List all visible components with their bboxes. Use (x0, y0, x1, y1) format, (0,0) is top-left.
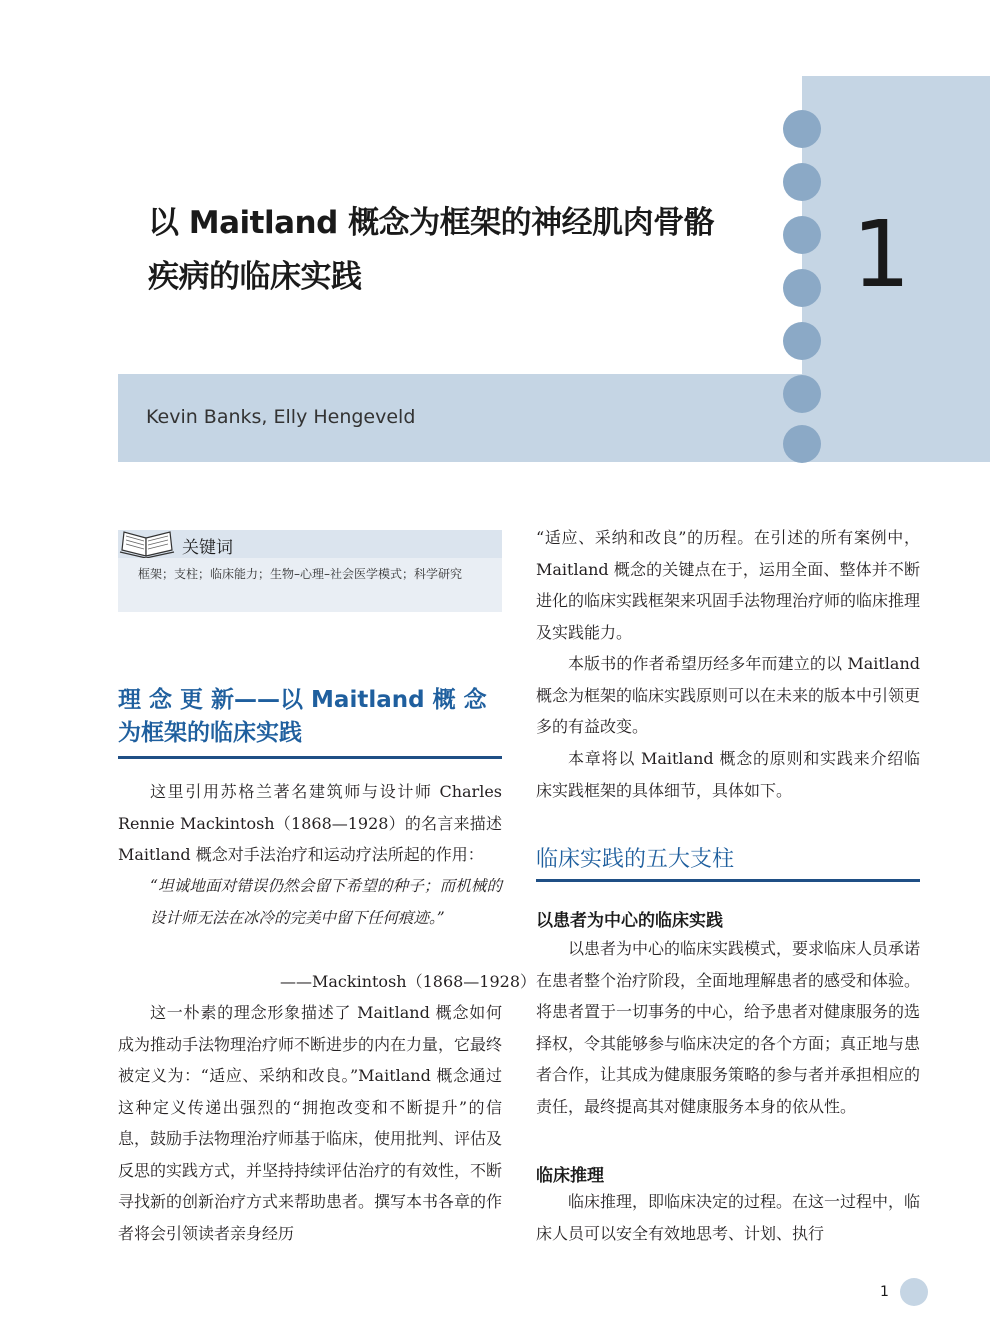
chapter-authors: Kevin Banks, Elly Hengeveld (146, 406, 416, 428)
decorative-dot (783, 163, 821, 201)
page-number-dot (900, 1278, 928, 1306)
continued-paragraph: “适应、采纳和改良”的历程。在引述的所有案例中，Maitland 概念的关键点在于，运用全面、整体并不断进化的临床实践框架来巩固手法物理治疗师的临床推理及实践能力。 (536, 528, 921, 642)
section-heading-concept-update (118, 684, 502, 750)
chapter-intro-paragraph: 本章将以 Maitland 概念的原则和实践来介绍临床实践框架的具体细节，具体如下。 (536, 749, 920, 800)
chapter-number: 1 (852, 201, 911, 308)
chapter-title-line-1: 以 Maitland 概念为框架的神经肌肉骨骼 (148, 205, 715, 241)
keywords-header (118, 530, 502, 558)
chapter-title-line-2: 疾病的临床实践 (148, 259, 362, 295)
clinical-reasoning-paragraph: 临床推理，即临床决定的过程。在这一过程中，临床人员可以安全有效地思考、计划、执行 (536, 1192, 921, 1243)
page-number: 1 (880, 1284, 889, 1300)
decorative-dot (783, 425, 821, 463)
section-heading-line-1: 理 念 更 新——以 Maitland 概 念 (118, 687, 487, 713)
keywords-box (118, 530, 502, 612)
open-book-icon (118, 528, 178, 560)
concept-paragraph: 这一朴素的理念形象描述了 Maitland 概念如何成为推动手法物理治疗师不断进步的内在力量，它最终被定义为：“适应、采纳和改良。”Maitland 概念通过这种定义传递出强烈的“拥抱改变和不断提升”的信息，鼓励手法物理治疗师基于临床，使用批判、评估及反思的实践方式，并坚持持续评估治疗的有效性，不断寻找新的创新治疗方式来帮助患者。撰写本书各章的作者将会引领读者亲身经历 (118, 1003, 503, 1243)
patient-centred-heading: 以患者为中心的临床实践 (536, 911, 723, 931)
decorative-dot (783, 110, 821, 148)
authors-hope-paragraph: 本版书的作者希望历经多年而建立的以 Maitland 概念为框架的临床实践原则可以在未来的版本中引领更多的有益改变。 (536, 654, 921, 736)
decorative-dot (783, 375, 821, 413)
keywords-body (118, 558, 502, 612)
section-heading-line-2: 为框架的临床实践 (118, 720, 302, 746)
five-pillars-rule (536, 879, 920, 882)
heading-rule (118, 756, 502, 759)
decorative-dot (783, 216, 821, 254)
patient-centred-paragraph: 以患者为中心的临床实践模式，要求临床人员承诺在患者整个治疗阶段，全面地理解患者的感受和体验。将患者置于一切事务的中心，给予患者对健康服务的选择权，令其能够参与临床决定的各个方面；真正地与患者合作，让其成为健康服务策略的参与者并承担相应的责任，最终提高其对健康服务本身的依从性。 (536, 939, 921, 1116)
keywords-text: 框架；支柱；临床能力；生物–心理–社会医学模式；科学研究 (138, 567, 463, 581)
keywords-heading: 关键词 (182, 538, 233, 558)
decorative-dot (783, 269, 821, 307)
intro-paragraph: 这里引用苏格兰著名建筑师与设计师 Charles Rennie Mackintosh（1868—1928）的名言来描述 Maitland 概念对手法治疗和运动疗法所起的作用： (118, 782, 502, 864)
mackintosh-quote: “坦诚地面对错误仍然会留下希望的种子；而机械的设计师无法在冰冷的完美中留下任何痕迹。” (150, 877, 502, 927)
five-pillars-heading: 临床实践的五大支柱 (536, 847, 735, 872)
chapter-title (148, 196, 788, 304)
clinical-reasoning-heading: 临床推理 (536, 1166, 604, 1186)
decorative-dot (783, 322, 821, 360)
quote-attribution: ——Mackintosh（1868—1928） (280, 972, 537, 991)
